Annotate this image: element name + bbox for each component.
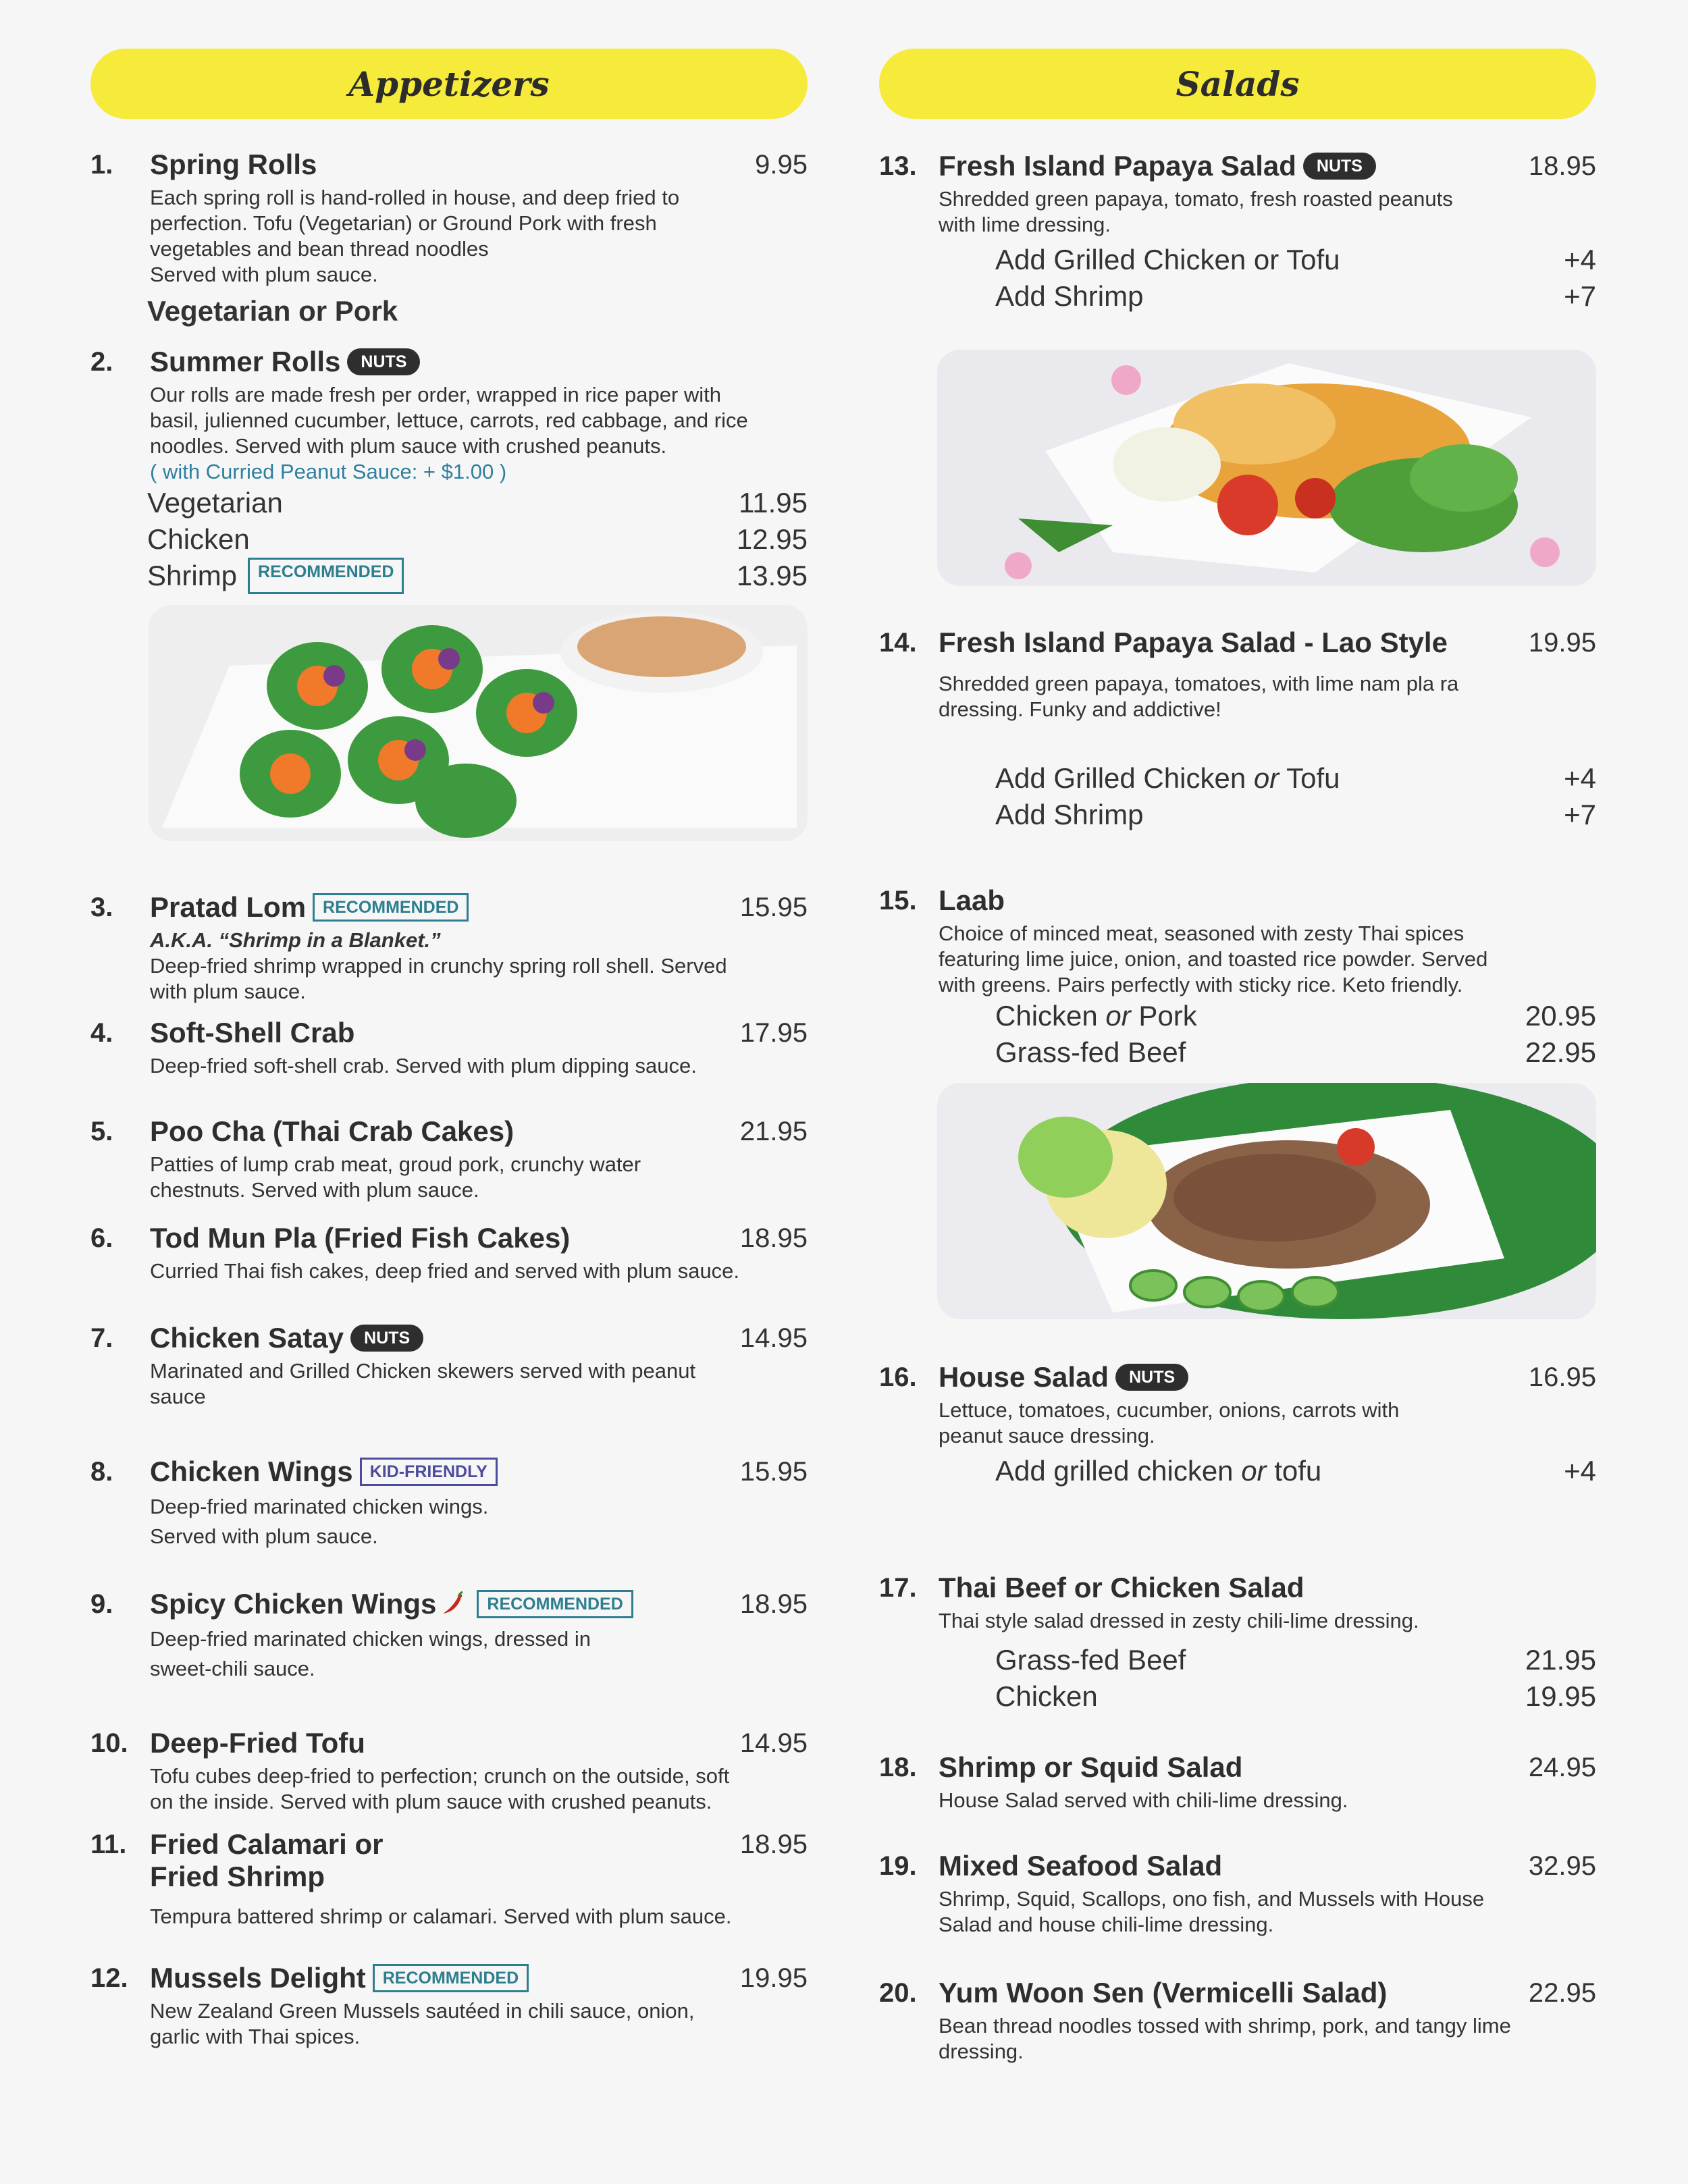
- option-label-part: tofu: [1266, 1455, 1322, 1487]
- desc-line: dressing. Funky and addictive!: [939, 697, 1221, 721]
- menu-item-tod-mun-pla: [90, 1222, 808, 1284]
- recommended-badge: RECOMMENDED: [313, 893, 469, 922]
- option-label-part: Tofu: [1279, 762, 1340, 794]
- option-label: [995, 760, 1340, 797]
- item-description: [150, 1904, 808, 1929]
- item-number: 1.: [90, 149, 113, 180]
- item-price: 14.95: [739, 1323, 808, 1353]
- item-price: 18.95: [1528, 151, 1596, 181]
- item-option: [995, 797, 1596, 833]
- option-price: 21.95: [1525, 1644, 1596, 1676]
- option-label-part: Chicken: [995, 1000, 1106, 1032]
- desc-line: House Salad served with chili-lime dressing.: [939, 1788, 1348, 1812]
- desc-line: with lime dressing.: [939, 213, 1111, 236]
- item-price: 18.95: [739, 1223, 808, 1253]
- item-name-line2: Fried Shrimp: [150, 1861, 325, 1892]
- chili-pepper-icon: [439, 1591, 466, 1618]
- item-description: [150, 1492, 808, 1551]
- item-number: 4.: [90, 1017, 113, 1048]
- nuts-badge: NUTS: [1303, 153, 1376, 180]
- item-name: Spicy Chicken Wings: [150, 1588, 437, 1620]
- item-description: [150, 1998, 808, 2050]
- option-price: 12.95: [736, 523, 808, 555]
- menu-item-papaya-salad-lao: [879, 627, 1596, 833]
- item-name: Thai Beef or Chicken Salad: [939, 1572, 1304, 1603]
- item-number: 10.: [90, 1728, 128, 1758]
- desc-line: garlic with Thai spices.: [150, 2025, 361, 2048]
- desc-line: Our rolls are made fresh per order, wrapped in rice paper with: [150, 383, 722, 406]
- item-description: [150, 1624, 808, 1684]
- item-description: [150, 1053, 808, 1079]
- menu-item-spicy-chicken-wings: [90, 1588, 808, 1684]
- item-price: 24.95: [1528, 1752, 1596, 1782]
- menu-item-laab: [879, 884, 1596, 1071]
- option-label: Grass-fed Beef: [995, 1036, 1186, 1068]
- desc-line: Bean thread noodles tossed with shrimp, pork, and tangy lime: [939, 2014, 1511, 2037]
- item-name: House Salad: [939, 1361, 1109, 1393]
- option-price: 22.95: [1525, 1036, 1596, 1068]
- desc-line: Tempura battered shrimp or calamari. Served with plum sauce.: [150, 1905, 732, 1928]
- item-description: [150, 928, 808, 1005]
- item-description: [150, 382, 808, 485]
- option-label: Add Shrimp: [995, 280, 1144, 312]
- desc-line: featuring lime juice, onion, and toasted rice powder. Served: [939, 947, 1488, 971]
- item-price: 32.95: [1528, 1850, 1596, 1881]
- menu-item-deep-fried-tofu: [90, 1727, 808, 1815]
- option-label: Chicken: [995, 1680, 1098, 1712]
- item-description: [939, 671, 1596, 722]
- item-name: Yum Woon Sen (Vermicelli Salad): [939, 1977, 1388, 2008]
- desc-line: Shredded green papaya, tomatoes, with lime nam pla ra: [939, 672, 1459, 695]
- option-label: Vegetarian: [147, 487, 283, 518]
- option-price: +4: [1564, 762, 1596, 794]
- item-description: [150, 1258, 808, 1284]
- item-number: 5.: [90, 1116, 113, 1146]
- desc-line: Tofu cubes deep-fried to perfection; crunch on the outside, soft: [150, 1764, 730, 1788]
- item-option: [995, 1642, 1596, 1678]
- item-subtitle: A.K.A. “Shrimp in a Blanket.”: [150, 928, 441, 952]
- desc-line: New Zealand Green Mussels sautéed in chili sauce, onion,: [150, 1999, 695, 2023]
- item-option: [995, 242, 1596, 278]
- option-label-part: Add Grilled Chicken: [995, 762, 1254, 794]
- item-price: 19.95: [739, 1963, 808, 1993]
- option-label: Vegetarian or Pork: [147, 295, 398, 327]
- menu-item-poo-cha: [90, 1115, 808, 1203]
- item-description: [939, 2013, 1596, 2065]
- desc-line: Lettuce, tomatoes, cucumber, onions, carrots with: [939, 1398, 1400, 1422]
- menu-item-mixed-seafood-salad: [879, 1850, 1596, 1938]
- desc-line: sauce: [150, 1385, 206, 1408]
- item-option: [995, 998, 1596, 1034]
- item-name: Mixed Seafood Salad: [939, 1850, 1223, 1882]
- option-label-or: or: [1253, 762, 1280, 794]
- option-price: +4: [1564, 244, 1596, 275]
- item-option: [995, 760, 1596, 797]
- item-price: 15.95: [739, 892, 808, 922]
- desc-line: Served with plum sauce.: [150, 1524, 378, 1548]
- appetizers-header: Appetizers: [90, 49, 808, 119]
- option-label: Shrimp: [147, 560, 238, 591]
- papaya-salad-photo: [937, 350, 1596, 586]
- item-name: Spring Rolls: [150, 149, 317, 180]
- option-label-part: Pork: [1130, 1000, 1197, 1032]
- option-label: Add Shrimp: [995, 799, 1144, 830]
- option-label: [995, 1453, 1321, 1489]
- item-number: 7.: [90, 1323, 113, 1353]
- item-number: 12.: [90, 1963, 128, 1993]
- item-price: 15.95: [739, 1456, 808, 1487]
- menu-item-house-salad: [879, 1361, 1596, 1489]
- option-label: [995, 998, 1197, 1034]
- item-price: 18.95: [739, 1829, 808, 1859]
- desc-line: noodles. Served with plum sauce with crushed peanuts.: [150, 434, 667, 458]
- item-description: [939, 921, 1596, 998]
- item-number: 19.: [879, 1850, 917, 1881]
- menu-item-shrimp-squid-salad: [879, 1751, 1596, 1813]
- option-price: 20.95: [1525, 1000, 1596, 1032]
- desc-line: peanut sauce dressing.: [939, 1424, 1155, 1447]
- item-name: Poo Cha (Thai Crab Cakes): [150, 1115, 515, 1147]
- item-name: Summer Rolls: [150, 346, 341, 377]
- desc-line: Deep-fried soft-shell crab. Served with plum dipping sauce.: [150, 1054, 697, 1077]
- nuts-badge: NUTS: [350, 1325, 423, 1352]
- desc-line: Deep-fried shrimp wrapped in crunchy spring roll shell. Served: [150, 954, 727, 978]
- option-price: +7: [1564, 280, 1596, 312]
- item-number: 9.: [90, 1589, 113, 1619]
- desc-line: Curried Thai fish cakes, deep fried and served with plum sauce.: [150, 1259, 740, 1283]
- option-price: 13.95: [736, 560, 808, 591]
- desc-line: Shredded green papaya, tomato, fresh roasted peanuts: [939, 187, 1453, 211]
- option-price: +7: [1564, 799, 1596, 830]
- desc-line: vegetables and bean thread noodles: [150, 237, 489, 261]
- menu-item-pratad-lom: [90, 891, 808, 1005]
- item-price: 19.95: [1528, 627, 1596, 658]
- menu-item-soft-shell-crab: [90, 1017, 808, 1079]
- item-option: [995, 1034, 1596, 1071]
- item-number: 18.: [879, 1752, 917, 1782]
- menu-item-thai-beef-salad: [879, 1572, 1596, 1715]
- recommended-badge: RECOMMENDED: [477, 1590, 633, 1618]
- item-name: Deep-Fried Tofu: [150, 1727, 365, 1759]
- menu-item-summer-rolls: [90, 346, 808, 594]
- menu-item-fried-calamari: [90, 1828, 808, 1929]
- item-name: Chicken Wings: [150, 1456, 353, 1487]
- menu-item-spring-rolls: [90, 149, 808, 329]
- item-name: Laab: [939, 884, 1005, 916]
- item-number: 2.: [90, 346, 113, 377]
- item-description: [150, 1763, 808, 1815]
- item-number: 14.: [879, 627, 917, 658]
- item-option: [995, 1678, 1596, 1715]
- option-label-part: Add grilled chicken: [995, 1455, 1242, 1487]
- item-price: 9.95: [755, 149, 808, 180]
- desc-line: Patties of lump crab meat, groud pork, crunchy water: [150, 1152, 641, 1176]
- item-name: Tod Mun Pla (Fried Fish Cakes): [150, 1222, 571, 1254]
- item-price: 18.95: [739, 1589, 808, 1619]
- desc-line: sweet-chili sauce.: [150, 1657, 315, 1680]
- salads-column: [879, 49, 1596, 2063]
- item-number: 13.: [879, 151, 917, 181]
- item-price: 16.95: [1528, 1362, 1596, 1392]
- item-name: Mussels Delight: [150, 1962, 366, 1994]
- item-number: 20.: [879, 1977, 917, 2008]
- summer-rolls-photo: [149, 605, 808, 841]
- item-description: [150, 185, 808, 288]
- desc-line: perfection. Tofu (Vegetarian) or Ground Pork with fresh: [150, 211, 657, 235]
- item-description: [939, 1886, 1596, 1938]
- item-price: 22.95: [1528, 1977, 1596, 2008]
- item-name: Chicken Satay: [150, 1322, 344, 1354]
- option-label: Grass-fed Beef: [995, 1644, 1186, 1676]
- item-price: 17.95: [739, 1017, 808, 1048]
- desc-line: Deep-fried marinated chicken wings, dressed in: [150, 1627, 591, 1651]
- option-label-or: or: [1105, 1000, 1131, 1032]
- menu-item-papaya-salad: [879, 150, 1596, 315]
- menu-item-chicken-wings: [90, 1456, 808, 1551]
- item-option: [147, 293, 808, 329]
- desc-line: with greens. Pairs perfectly with sticky rice. Keto friendly.: [939, 973, 1463, 996]
- nuts-badge: NUTS: [1115, 1364, 1188, 1391]
- desc-line: Salad and house chili-lime dressing.: [939, 1913, 1274, 1936]
- salads-header: Salads: [879, 49, 1596, 119]
- menu-item-mussels-delight: [90, 1962, 808, 2050]
- kid-friendly-badge: KID-FRIENDLY: [360, 1458, 498, 1486]
- desc-line: with plum sauce.: [150, 980, 306, 1003]
- option-label: Add Grilled Chicken or Tofu: [995, 244, 1340, 275]
- item-description: [939, 1397, 1596, 1449]
- sauce-note: ( with Curried Peanut Sauce: + $1.00 ): [150, 460, 507, 483]
- item-name: Shrimp or Squid Salad: [939, 1751, 1243, 1783]
- item-number: 15.: [879, 885, 917, 915]
- desc-line: basil, julienned cucumber, lettuce, carrots, red cabbage, and rice: [150, 408, 748, 432]
- item-name: Soft-Shell Crab: [150, 1017, 355, 1048]
- item-name: Fried Calamari or: [150, 1828, 384, 1860]
- option-label: Chicken: [147, 523, 250, 555]
- item-price: 14.95: [739, 1728, 808, 1758]
- menu-item-chicken-satay: [90, 1322, 808, 1410]
- item-description: [150, 1358, 808, 1410]
- item-description: [150, 1152, 808, 1203]
- item-option: [147, 521, 808, 558]
- option-price: 11.95: [739, 487, 808, 518]
- appetizers-column: [90, 49, 808, 2048]
- desc-line: Deep-fried marinated chicken wings.: [150, 1495, 489, 1518]
- item-name: Pratad Lom: [150, 891, 307, 923]
- desc-line: Choice of minced meat, seasoned with zesty Thai spices: [939, 922, 1465, 945]
- desc-line: on the inside. Served with plum sauce with crushed peanuts.: [150, 1790, 712, 1813]
- desc-line: Thai style salad dressed in zesty chili-lime dressing.: [939, 1609, 1419, 1632]
- item-number: 6.: [90, 1223, 113, 1253]
- menu-item-yum-woon-sen: [879, 1977, 1596, 2065]
- desc-line: chestnuts. Served with plum sauce.: [150, 1178, 479, 1202]
- item-number: 8.: [90, 1456, 113, 1487]
- item-description: [939, 1608, 1596, 1634]
- item-price: 21.95: [739, 1116, 808, 1146]
- item-option: [147, 558, 808, 594]
- item-number: 3.: [90, 892, 113, 922]
- desc-line: Marinated and Grilled Chicken skewers served with peanut: [150, 1359, 696, 1383]
- laab-photo: [937, 1083, 1596, 1319]
- desc-line: Shrimp, Squid, Scallops, ono fish, and Mussels with House: [939, 1887, 1485, 1911]
- desc-line: Served with plum sauce.: [150, 263, 378, 286]
- item-number: 16.: [879, 1362, 917, 1392]
- item-name: Fresh Island Papaya Salad - Lao Style: [939, 627, 1448, 658]
- item-name: Fresh Island Papaya Salad: [939, 150, 1296, 182]
- option-price: 19.95: [1525, 1680, 1596, 1712]
- recommended-badge: RECOMMENDED: [248, 558, 404, 594]
- item-option: [995, 278, 1596, 315]
- desc-line: Each spring roll is hand-rolled in house, and deep fried to: [150, 186, 680, 209]
- option-price: +4: [1564, 1455, 1596, 1487]
- item-number: 17.: [879, 1572, 917, 1603]
- nuts-badge: NUTS: [347, 348, 420, 375]
- desc-line: dressing.: [939, 2040, 1024, 2063]
- item-description: [939, 186, 1596, 238]
- option-label-or: or: [1241, 1455, 1267, 1487]
- item-number: 11.: [90, 1829, 127, 1859]
- item-description: [939, 1788, 1596, 1813]
- recommended-badge: RECOMMENDED: [373, 1964, 529, 1992]
- item-option: [995, 1453, 1596, 1489]
- item-option: [147, 485, 808, 521]
